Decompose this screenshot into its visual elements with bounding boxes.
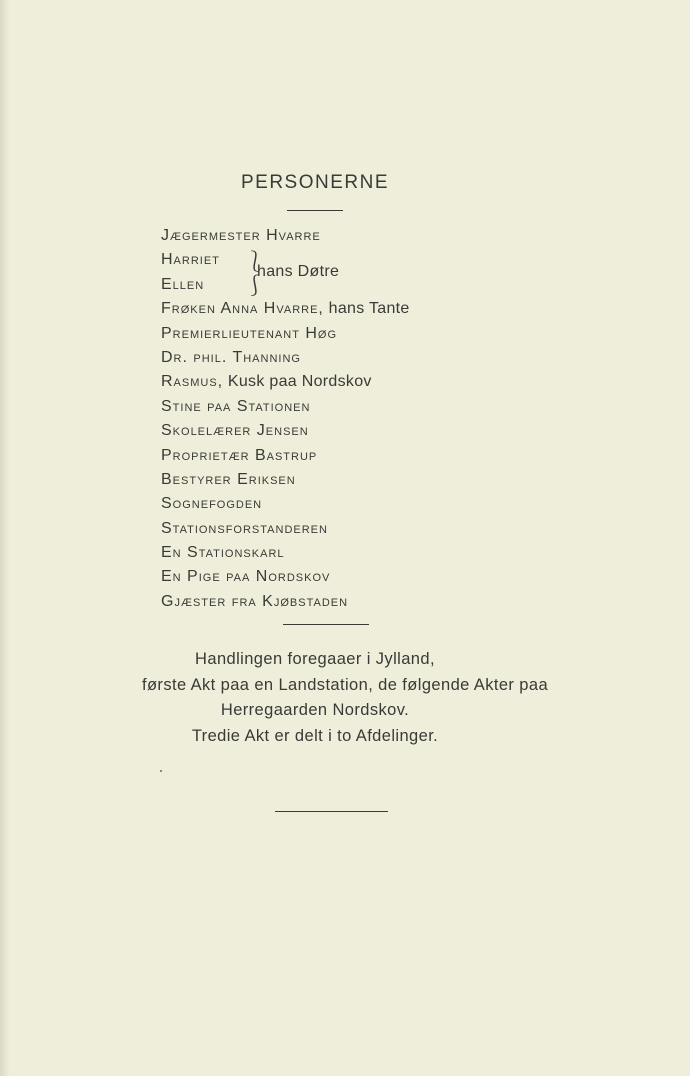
cast-item bbox=[161, 517, 410, 541]
cast-item: Ellen bbox=[161, 275, 205, 293]
cast-name: En Stationskarl bbox=[161, 544, 285, 562]
cast-name: En Pige paa Nordskov bbox=[161, 568, 331, 586]
section-rule bbox=[283, 624, 369, 625]
cast-name: Gjæster fra Kjøbstaden bbox=[161, 592, 349, 610]
cast-item bbox=[161, 492, 410, 516]
cast-name: Rasmus, bbox=[161, 373, 224, 391]
cast-list bbox=[161, 224, 410, 614]
cast-pair bbox=[161, 248, 410, 297]
cast-item bbox=[161, 468, 410, 492]
cast-item: Harriet bbox=[161, 251, 220, 269]
cast-rest bbox=[161, 297, 410, 614]
cast-role: Kusk paa Nordskov bbox=[223, 373, 372, 391]
cast-item bbox=[161, 565, 410, 589]
brace-mark: ⎱ bbox=[245, 251, 265, 274]
cast-name: Stine paa Stationen bbox=[161, 397, 311, 415]
print-speck bbox=[160, 770, 162, 772]
cast-name: Proprietær Bastrup bbox=[161, 446, 318, 464]
cast-name: Bestyrer Eriksen bbox=[161, 470, 296, 488]
cast-name: Sognefogden bbox=[161, 495, 263, 513]
cast-name: Frøken Anna Hvarre, bbox=[161, 300, 324, 318]
cast-role: hans Tante bbox=[323, 300, 410, 318]
description-line: første Akt paa en Landstation, de følgende Akter paa bbox=[141, 675, 549, 694]
cast-item bbox=[161, 322, 410, 346]
description-line: Handlingen foregaaer i Jylland, bbox=[195, 650, 435, 668]
description-line: Herregaarden Nordskov. bbox=[220, 701, 410, 719]
bottom-rule bbox=[275, 811, 388, 812]
cast-item bbox=[161, 590, 410, 614]
cast-name: Dr. phil. Thanning bbox=[161, 348, 301, 366]
brace-mark: ⎰ bbox=[245, 275, 265, 298]
cast-item bbox=[161, 419, 410, 443]
cast-item bbox=[161, 541, 410, 565]
setting-description bbox=[0, 647, 690, 749]
page-title: PERSONERNE bbox=[240, 172, 390, 193]
cast-item bbox=[161, 370, 410, 394]
description-line: Tredie Akt er delt i to Afdelinger. bbox=[191, 726, 439, 745]
cast-item bbox=[161, 395, 410, 419]
cast-item bbox=[161, 346, 410, 370]
page-edge bbox=[0, 0, 10, 1076]
cast-item bbox=[161, 444, 410, 468]
cast-item bbox=[161, 297, 410, 321]
cast-name: Stationsforstanderen bbox=[161, 519, 328, 537]
cast-item: Jægermester Hvarre bbox=[161, 227, 321, 244]
pair-note: hans Døtre bbox=[257, 263, 340, 281]
title-rule bbox=[287, 210, 343, 211]
cast-name: Premierlieutenant Høg bbox=[161, 324, 338, 342]
cast-name: Skolelærer Jensen bbox=[161, 422, 309, 440]
